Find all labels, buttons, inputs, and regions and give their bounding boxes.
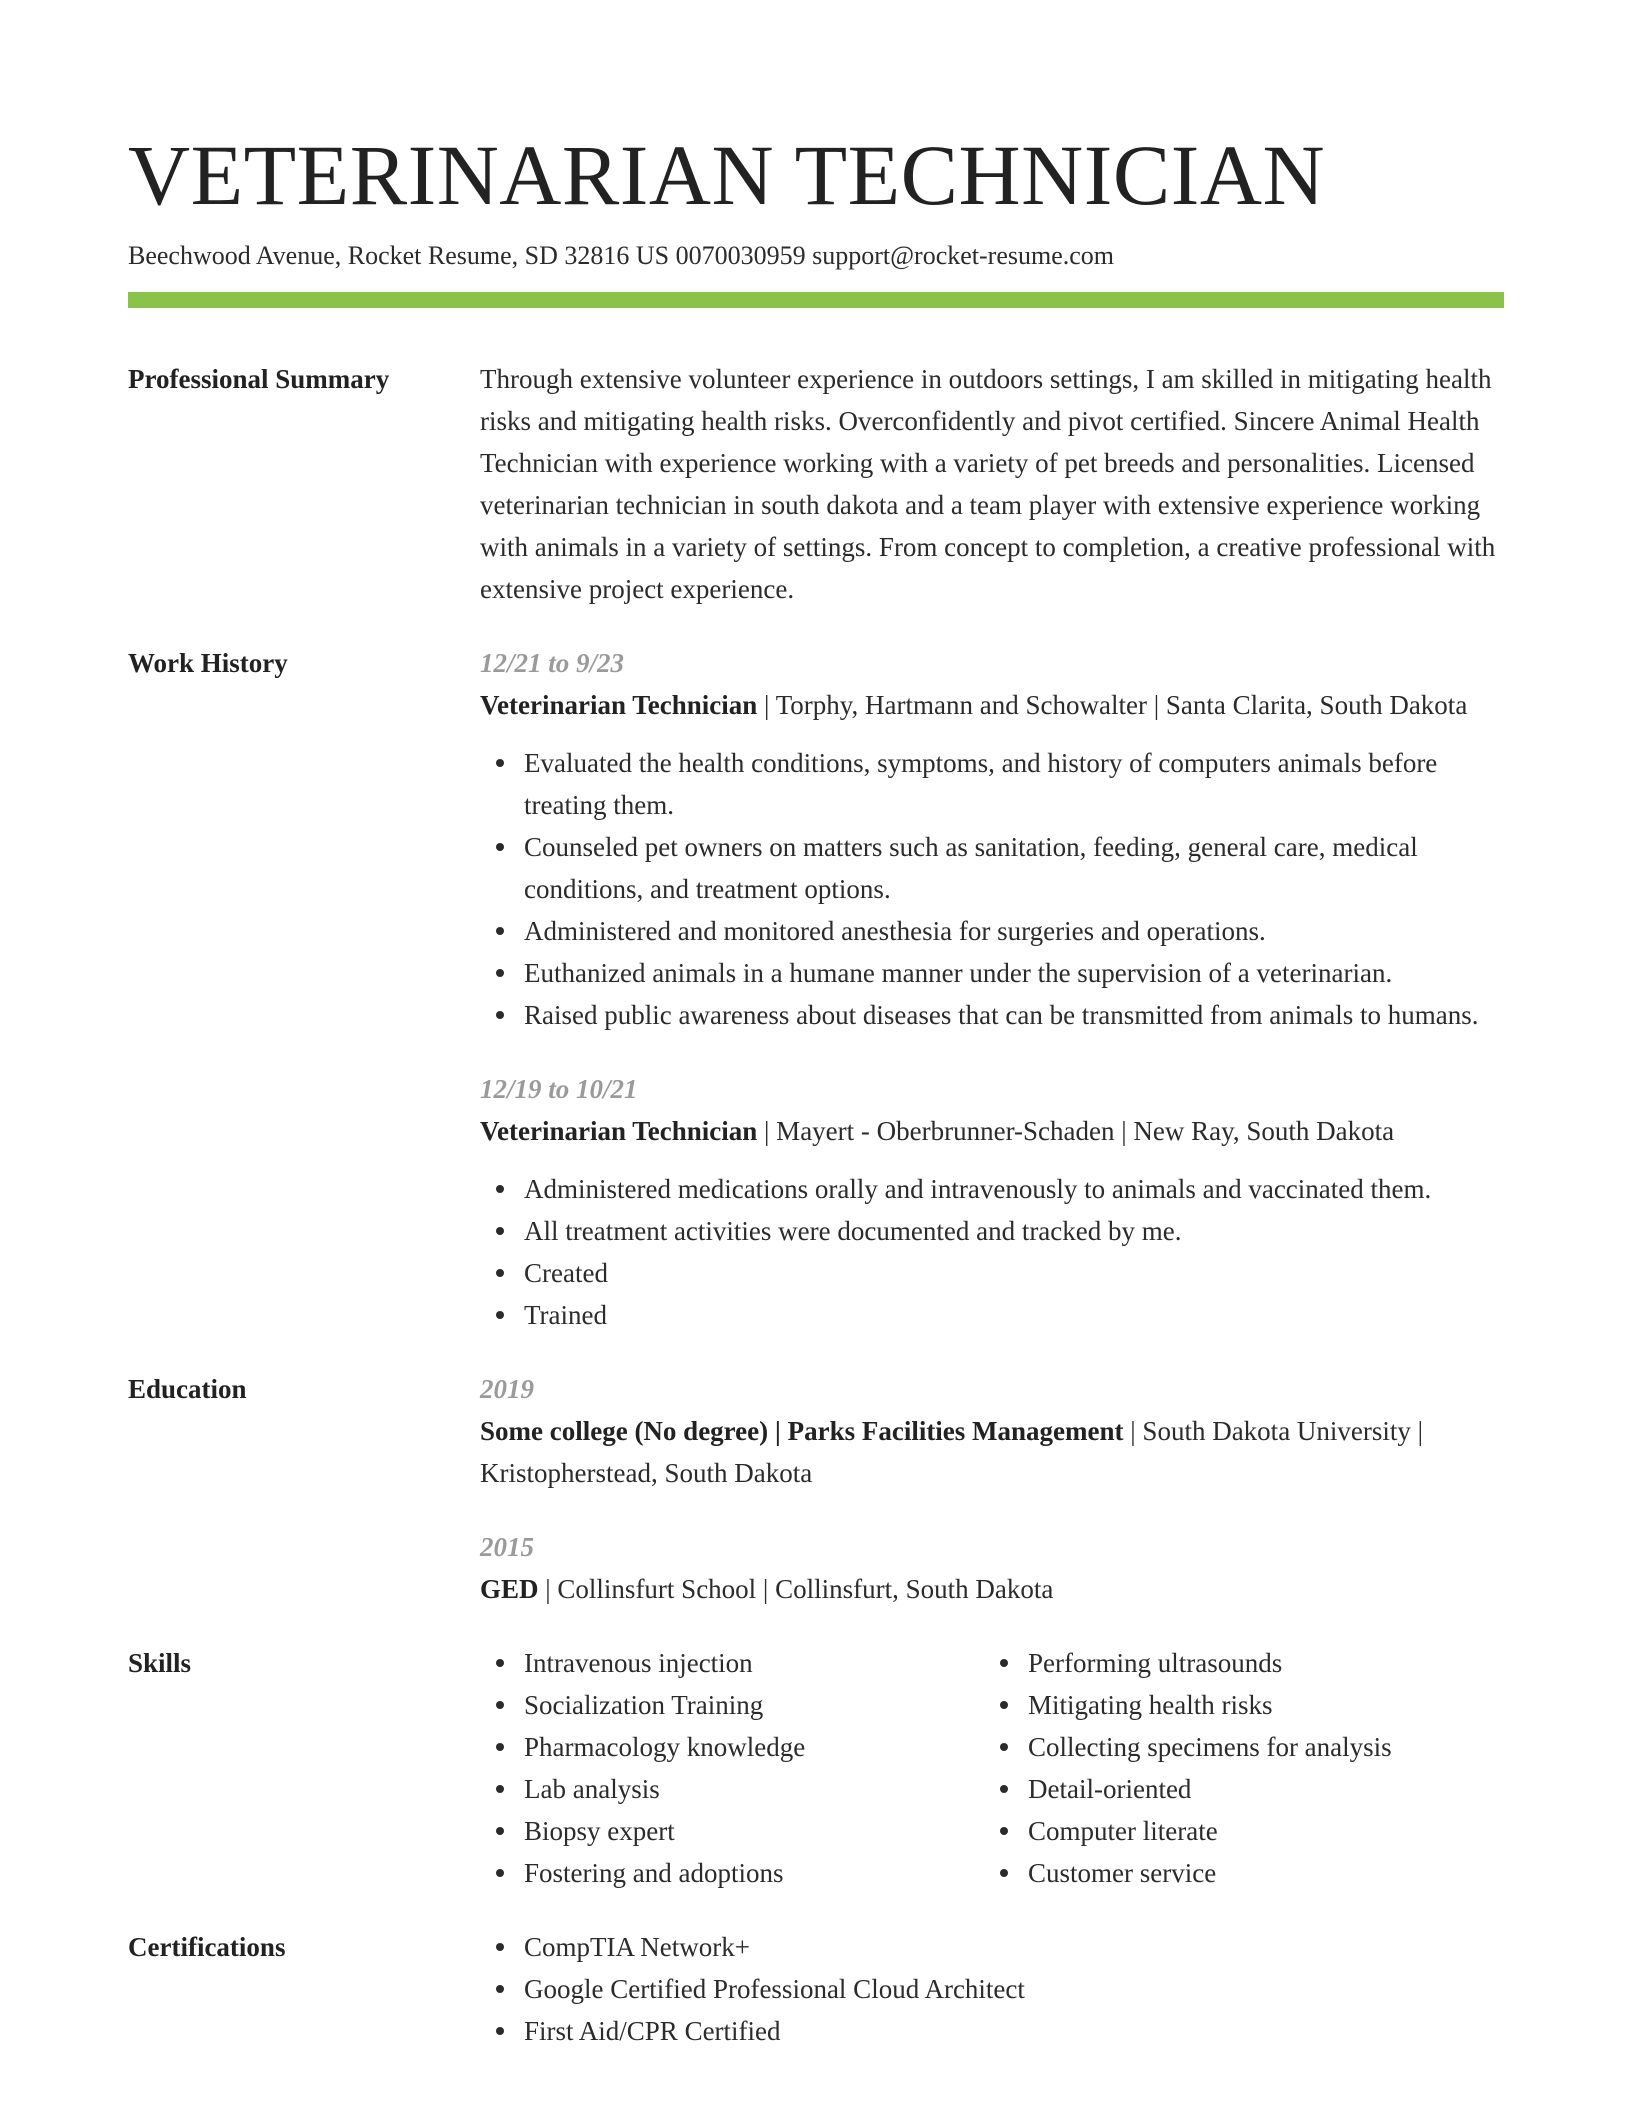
work-entry-bullets <box>480 742 1504 1036</box>
list-item: Trained <box>524 1294 1504 1336</box>
certification-item: Google Certified Professional Cloud Architect <box>524 1968 1504 2010</box>
education-entry-degree: GED <box>480 1574 539 1604</box>
section-title-skills: Skills <box>128 1648 192 1678</box>
skills-list-left <box>480 1642 984 1894</box>
education-entry <box>480 1526 1504 1610</box>
list-item: Euthanized animals in a humane manner under the supervision of a veterinarian. <box>524 952 1504 994</box>
work-entry <box>480 642 1504 1036</box>
education-entry <box>480 1368 1504 1494</box>
work-entry-details: | Torphy, Hartmann and Schowalter | Santa Clarita, South Dakota <box>757 690 1468 720</box>
education-entry-degree: Some college (No degree) | Parks Facilities Management <box>480 1416 1124 1446</box>
list-item: Evaluated the health conditions, symptoms, and history of computers animals before treating them. <box>524 742 1504 826</box>
certifications-section <box>128 1926 1504 2052</box>
skill-item: Biopsy expert <box>524 1810 984 1852</box>
certification-item: CompTIA Network+ <box>524 1926 1504 1968</box>
skill-item: Mitigating health risks <box>1028 1684 1488 1726</box>
skill-item: Lab analysis <box>524 1768 984 1810</box>
summary-section <box>128 358 1504 610</box>
section-title-summary: Professional Summary <box>128 364 390 394</box>
work-history-body <box>480 642 1504 1336</box>
skill-item: Computer literate <box>1028 1810 1488 1852</box>
header-divider <box>128 292 1504 308</box>
skill-item: Fostering and adoptions <box>524 1852 984 1894</box>
work-entry-role: Veterinarian Technician <box>480 1116 758 1146</box>
education-body <box>480 1368 1504 1610</box>
contact-info: Beechwood Avenue, Rocket Resume, SD 32816 US 0070030959 support@rocket-resume.com <box>128 241 1115 270</box>
work-history-section <box>128 642 1504 1336</box>
skill-item: Pharmacology knowledge <box>524 1726 984 1768</box>
resume-name: VETERINARIAN TECHNICIAN <box>128 127 1326 223</box>
summary-text: Through extensive volunteer experience in outdoors settings, I am skilled in mitigating health risks and mitigating health risks. Overconfidently and pivot certified. Sincere Animal Health Technician with experience working with a variety of pet breeds and personalities. Licensed veterinarian technician in south dakota and a team player with extensive experience working with animals in a variety of settings. From concept to completion, a creative professional with extensive project experience. <box>480 364 1496 604</box>
skill-item: Customer service <box>1028 1852 1488 1894</box>
section-title-certifications: Certifications <box>128 1932 286 1962</box>
certification-item: First Aid/CPR Certified <box>524 2010 1504 2052</box>
education-entry-details: | Collinsfurt School | Collinsfurt, South Dakota <box>538 1574 1054 1604</box>
education-entry-details: | South Dakota University | Kristopherstead, South Dakota <box>480 1416 1424 1488</box>
education-entry-date: 2019 <box>480 1374 534 1404</box>
list-item: Administered and monitored anesthesia for surgeries and operations. <box>524 910 1504 952</box>
skills-list-right <box>984 1642 1488 1894</box>
education-entry-line <box>480 1410 1504 1494</box>
skill-item: Performing ultrasounds <box>1028 1642 1488 1684</box>
certifications-body <box>480 1926 1504 2052</box>
skill-item: Collecting specimens for analysis <box>1028 1726 1488 1768</box>
skill-item: Socialization Training <box>524 1684 984 1726</box>
list-item: Created <box>524 1252 1504 1294</box>
list-item: All treatment activities were documented and tracked by me. <box>524 1210 1504 1252</box>
skills-grid <box>480 1642 1504 1894</box>
work-entry <box>480 1068 1504 1336</box>
list-item: Administered medications orally and intravenously to animals and vaccinated them. <box>524 1168 1504 1210</box>
section-title-education: Education <box>128 1374 247 1404</box>
certifications-list <box>480 1926 1504 2052</box>
education-entry-date: 2015 <box>480 1532 534 1562</box>
education-entry-line <box>480 1568 1504 1610</box>
skill-item: Intravenous injection <box>524 1642 984 1684</box>
skills-section <box>128 1642 1504 1894</box>
work-entry-details: | Mayert - Oberbrunner-Schaden | New Ray, South Dakota <box>757 1116 1395 1146</box>
work-entry-date: 12/21 to 9/23 <box>480 648 625 678</box>
skills-column-left <box>480 1642 984 1894</box>
skills-column-right <box>984 1642 1488 1894</box>
list-item: Raised public awareness about diseases that can be transmitted from animals to humans. <box>524 994 1504 1036</box>
skill-item: Detail-oriented <box>1028 1768 1488 1810</box>
work-entry-role: Veterinarian Technician <box>480 690 758 720</box>
list-item: Counseled pet owners on matters such as sanitation, feeding, general care, medical conditions, and treatment options. <box>524 826 1504 910</box>
work-entry-bullets <box>480 1168 1504 1336</box>
resume-page <box>128 120 1504 2052</box>
section-title-work: Work History <box>128 648 288 678</box>
work-entry-line <box>480 1110 1504 1152</box>
work-entry-line <box>480 684 1504 726</box>
education-section <box>128 1368 1504 1610</box>
work-entry-date: 12/19 to 10/21 <box>480 1074 638 1104</box>
